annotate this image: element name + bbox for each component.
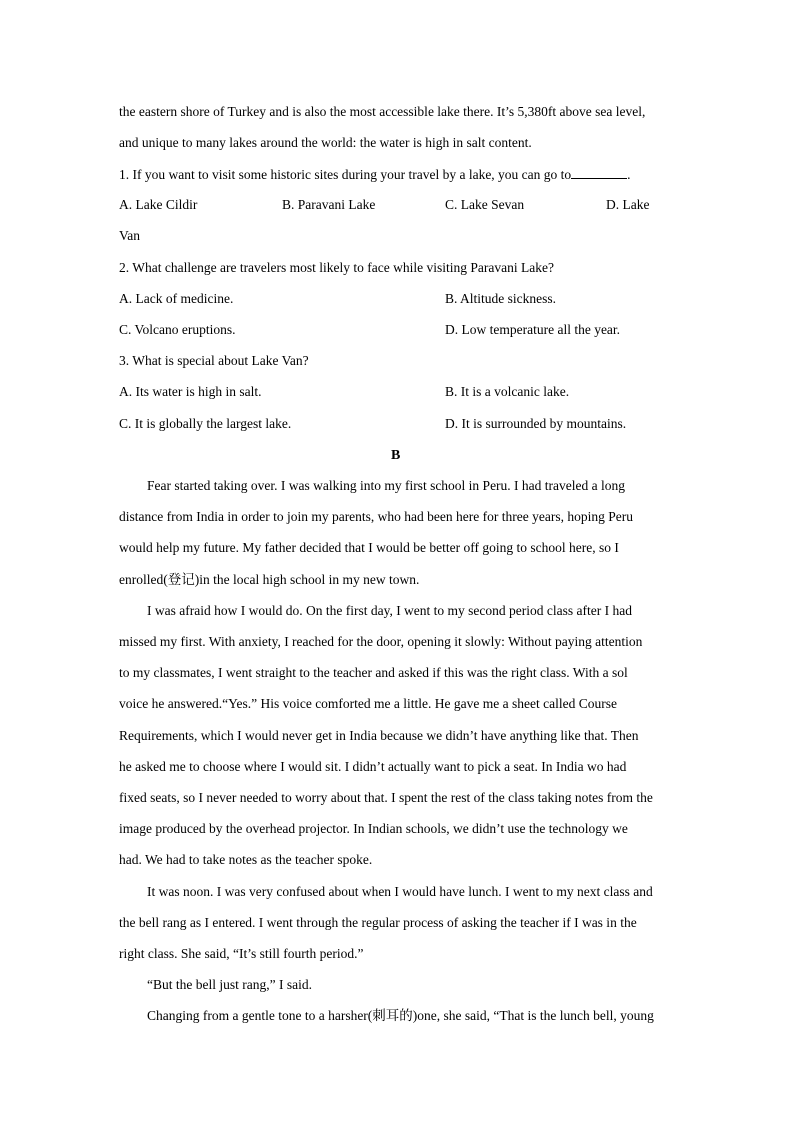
question-1-text: 1. If you want to visit some historic sites during your travel by a lake, you can go to xyxy=(119,167,572,182)
passage-line: the bell rang as I entered. I went through the regular process of asking the teacher if I was in the xyxy=(119,915,637,930)
passage-line: would help my future. My father decided that I would be better off going to school here, so I xyxy=(119,540,619,555)
q2-option-c: C. Volcano eruptions. xyxy=(119,322,236,337)
q2-option-d: D. Low temperature all the year. xyxy=(445,322,621,337)
passage-line: fixed seats, so I never needed to worry about that. I spent the rest of the class taking notes from the xyxy=(119,790,653,805)
question-2-stem: 2. What challenge are travelers most likely to face while visiting Paravani Lake? xyxy=(119,260,554,275)
passage-line: distance from India in order to join my parents, who had been here for three years, hoping Peru xyxy=(119,509,633,524)
passage-line: to my classmates, I went straight to the teacher and asked if this was the right class. With a sol xyxy=(119,665,628,680)
q1-option-b: B. Paravani Lake xyxy=(282,197,376,212)
passage-line: It was noon. I was very confused about when I would have lunch. I went to my next class and xyxy=(147,884,653,899)
q3-option-b: B. It is a volcanic lake. xyxy=(445,384,570,399)
passage-line: Changing from a gentle tone to a harsher(刺耳的)one, she said, “That is the lunch bell, young xyxy=(147,1008,654,1023)
question-1-stem xyxy=(119,166,631,183)
intro-line-2: and unique to many lakes around the world: the water is high in salt content. xyxy=(119,135,532,150)
q2-option-b: B. Altitude sickness. xyxy=(445,291,556,306)
passage-line: he asked me to choose where I would sit. I didn’t actually want to pick a seat. In India wo had xyxy=(119,759,627,774)
passage-line: right class. She said, “It’s still fourth period.” xyxy=(119,946,364,961)
passage-line: I was afraid how I would do. On the first day, I went to my second period class after I had xyxy=(147,603,632,618)
passage-line: Requirements, which I would never get in India because we didn’t have anything like that. Then xyxy=(119,728,639,743)
passage-line: image produced by the overhead projector. In Indian schools, we didn’t use the technology we xyxy=(119,821,628,836)
q1-option-d: D. Lake xyxy=(606,197,650,212)
q1-option-c: C. Lake Sevan xyxy=(445,197,525,212)
passage-line: enrolled(登记)in the local high school in my new town. xyxy=(119,572,420,587)
q2-option-a: A. Lack of medicine. xyxy=(119,291,234,306)
passage-line: Fear started taking over. I was walking into my first school in Peru. I had traveled a long xyxy=(147,478,626,493)
passage-line: had. We had to take notes as the teacher spoke. xyxy=(119,852,373,867)
intro-line-1: the eastern shore of Turkey and is also the most accessible lake there. It’s 5,380ft above sea level, xyxy=(119,104,646,119)
q1-option-d-continued: Van xyxy=(119,228,140,243)
section-heading: B xyxy=(391,448,401,463)
question-1-period: . xyxy=(627,167,631,182)
q3-option-d: D. It is surrounded by mountains. xyxy=(445,416,627,431)
passage-line: “But the bell just rang,” I said. xyxy=(147,977,312,992)
q3-option-c: C. It is globally the largest lake. xyxy=(119,416,292,431)
passage-line: missed my first. With anxiety, I reached for the door, opening it slowly: Without paying attention xyxy=(119,634,643,649)
passage-line: voice he answered.“Yes.” His voice comforted me a little. He gave me a sheet called Course xyxy=(119,696,617,711)
question-3-stem: 3. What is special about Lake Van? xyxy=(119,353,309,368)
q1-option-a: A. Lake Cildir xyxy=(119,197,198,212)
answer-blank xyxy=(571,166,627,179)
q3-option-a: A. Its water is high in salt. xyxy=(119,384,262,399)
